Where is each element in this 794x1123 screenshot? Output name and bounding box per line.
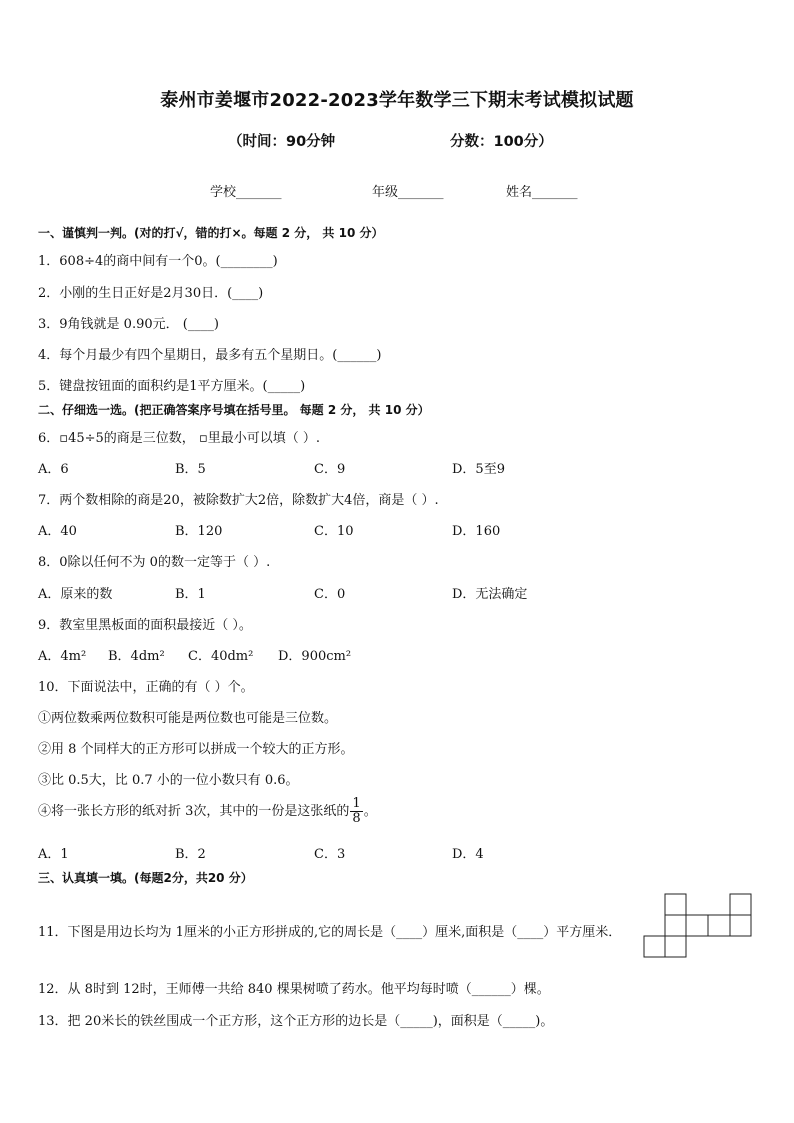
option-b[interactable]: B．5 xyxy=(175,462,206,477)
option-d[interactable]: D．5至9 xyxy=(452,462,505,477)
option-d[interactable]: D．900cm² xyxy=(278,649,352,664)
page-title: 泰州市姜堰市2022-2023学年数学三下期末考试模拟试题 xyxy=(160,90,634,111)
option-d[interactable]: D．4 xyxy=(452,847,484,862)
statement-2: ②用 8 个同样大的正方形可以拼成一个较大的正方形。 xyxy=(38,742,354,757)
option-b[interactable]: B．1 xyxy=(175,587,206,602)
option-c[interactable]: C．10 xyxy=(314,524,354,539)
option-a[interactable]: A．40 xyxy=(38,524,77,539)
option-c[interactable]: C．9 xyxy=(314,462,346,477)
question-3: 3．9角钱就是 0.90元． (____) xyxy=(38,317,219,332)
option-a[interactable]: A．6 xyxy=(38,462,69,477)
statement-1: ①两位数乘两位数积可能是两位数也可能是三位数。 xyxy=(38,711,338,726)
square-grid-figure xyxy=(643,893,753,959)
grid-square xyxy=(686,915,708,936)
exam-time: （时间：90分钟 xyxy=(228,134,336,150)
grid-square xyxy=(665,894,686,915)
fraction-numerator: 1 xyxy=(352,796,361,811)
question-13: 13．把 20米长的铁丝围成一个正方形，这个正方形的边长是（_____)，面积是（_____)。 xyxy=(38,1014,554,1029)
question-5: 5．键盘按钮面的面积约是1平方厘米。(_____) xyxy=(38,379,306,394)
question-11: 11．下图是用边长均为 1厘米的小正方形拼成的,它的周长是（____）厘米,面积是（____）平方厘米． xyxy=(38,925,622,940)
question-12: 12．从 8时到 12时，王师傅一共给 840 棵果树喷了药水。他平均每时喷（______）棵。 xyxy=(38,982,550,997)
option-c[interactable]: C．40dm² xyxy=(188,649,254,664)
option-b[interactable]: B．120 xyxy=(175,524,223,539)
option-b[interactable]: B．2 xyxy=(175,847,206,862)
grade-field[interactable]: 年级_______ xyxy=(372,185,444,200)
grid-square xyxy=(665,936,686,957)
fraction-denominator: 8 xyxy=(352,811,361,826)
grid-square xyxy=(665,915,686,936)
school-field[interactable]: 学校_______ xyxy=(210,185,282,200)
fraction-one-eighth xyxy=(350,797,362,826)
grid-square xyxy=(708,915,730,936)
question-10: 10．下面说法中，正确的有（ ）个。 xyxy=(38,680,254,695)
option-c[interactable]: C．3 xyxy=(314,847,346,862)
option-a[interactable]: A．4m² xyxy=(38,649,87,664)
option-a[interactable]: A．1 xyxy=(38,847,69,862)
grid-square xyxy=(730,915,751,936)
question-2: 2．小刚的生日正好是2月30日．(____) xyxy=(38,286,264,301)
grid-square xyxy=(644,936,665,957)
statement-4 xyxy=(38,797,377,826)
option-a[interactable]: A．原来的数 xyxy=(38,587,113,602)
section-1-heading: 一、谨慎判一判。(对的打√，错的打×。每题 2 分， 共 10 分） xyxy=(38,226,384,240)
option-d[interactable]: D．无法确定 xyxy=(452,587,528,602)
section-3-heading: 三、认真填一填。(每题2分，共20 分） xyxy=(38,871,253,885)
question-9: 9．教室里黑板面的面积最接近（ ）。 xyxy=(38,618,252,633)
question-4: 4．每个月最少有四个星期日，最多有五个星期日。(______) xyxy=(38,348,382,363)
grid-square xyxy=(730,894,751,915)
statement-4-end: 。 xyxy=(363,804,377,819)
option-b[interactable]: B．4dm² xyxy=(108,649,165,664)
statement-3: ③比 0.5大，比 0.7 小的一位小数只有 0.6。 xyxy=(38,773,299,788)
name-field[interactable]: 姓名_______ xyxy=(506,185,578,200)
question-7: 7．两个数相除的商是20，被除数扩大2倍，除数扩大4倍，商是（ ）. xyxy=(38,493,439,508)
exam-score: 分数：100分） xyxy=(450,134,553,150)
section-2-heading: 二、仔细选一选。(把正确答案序号填在括号里。 每题 2 分， 共 10 分） xyxy=(38,403,430,417)
question-1: 1．608÷4的商中间有一个0。(________) xyxy=(38,254,278,269)
option-d[interactable]: D．160 xyxy=(452,524,501,539)
question-6: 6．▫45÷5的商是三位数， ▫里最小可以填（ ）. xyxy=(38,431,320,446)
option-c[interactable]: C．0 xyxy=(314,587,346,602)
question-8: 8．0除以任何不为 0的数一定等于（ ）. xyxy=(38,555,271,570)
statement-4-text: ④将一张长方形的纸对折 3次，其中的一份是这张纸的 xyxy=(38,804,350,819)
